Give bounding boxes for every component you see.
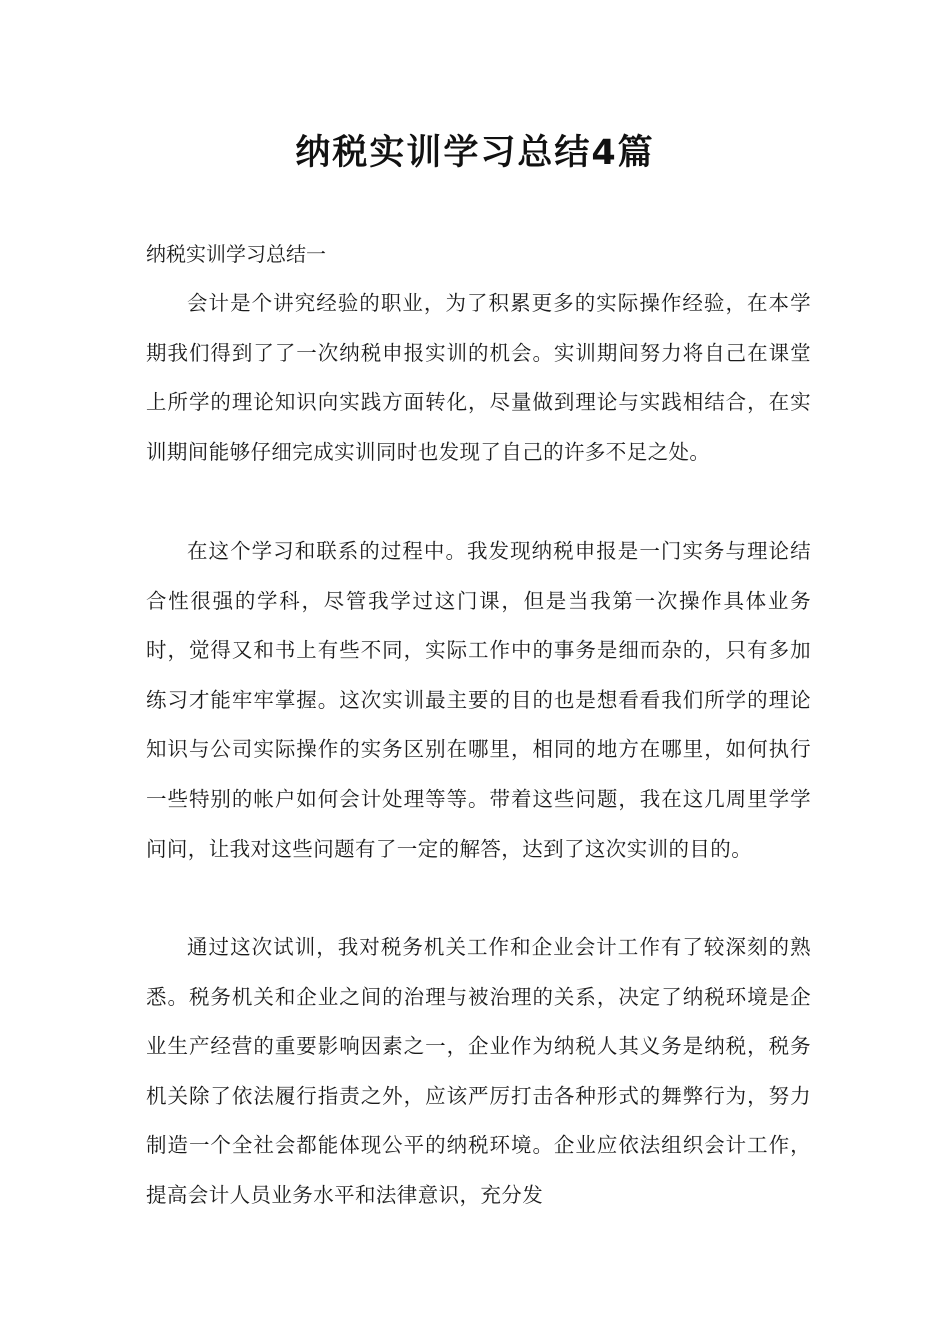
- document-title: 纳税实训学习总结4篇: [295, 133, 655, 173]
- paragraph: 会计是个讲究经验的职业，为了积累更多的实际操作经验，在本学期我们得到了了一次纳税申报实训的机会。实训期间努力将自己在课堂上所学的理论知识向实践方面转化，尽量做到理论与实践相结合，在实训期间能够仔细完成实训同时也发现了自己的许多不足之处。: [146, 291, 811, 464]
- section-heading: 纳税实训学习总结一: [146, 242, 326, 266]
- paragraph: 在这个学习和联系的过程中。我发现纳税申报是一门实务与理论结合性很强的学科，尽管我学过这门课，但是当我第一次操作具体业务时，觉得又和书上有些不同，实际工作中的事务是细而杂的，只有多加练习才能牢牢掌握。这次实训最主要的目的也是想看看我们所学的理论知识与公司实际操作的实务区别在哪里，相同的地方在哪里，如何执行一些特别的帐户如何会计处理等等。带着这些问题，我在这几周里学学问问，让我对这些问题有了一定的解答，达到了这次实训的目的。: [146, 539, 811, 861]
- paragraph: 通过这次试训，我对税务机关工作和企业会计工作有了较深刻的熟悉。税务机关和企业之间的治理与被治理的关系，决定了纳税环境是企业生产经营的重要影响因素之一，企业作为纳税人其义务是纳税，税务机关除了依法履行指责之外，应该严厉打击各种形式的舞弊行为，努力制造一个全社会都能体现公平的纳税环境。企业应依法组织会计工作，提高会计人员业务水平和法律意识，充分发: [146, 935, 811, 1207]
